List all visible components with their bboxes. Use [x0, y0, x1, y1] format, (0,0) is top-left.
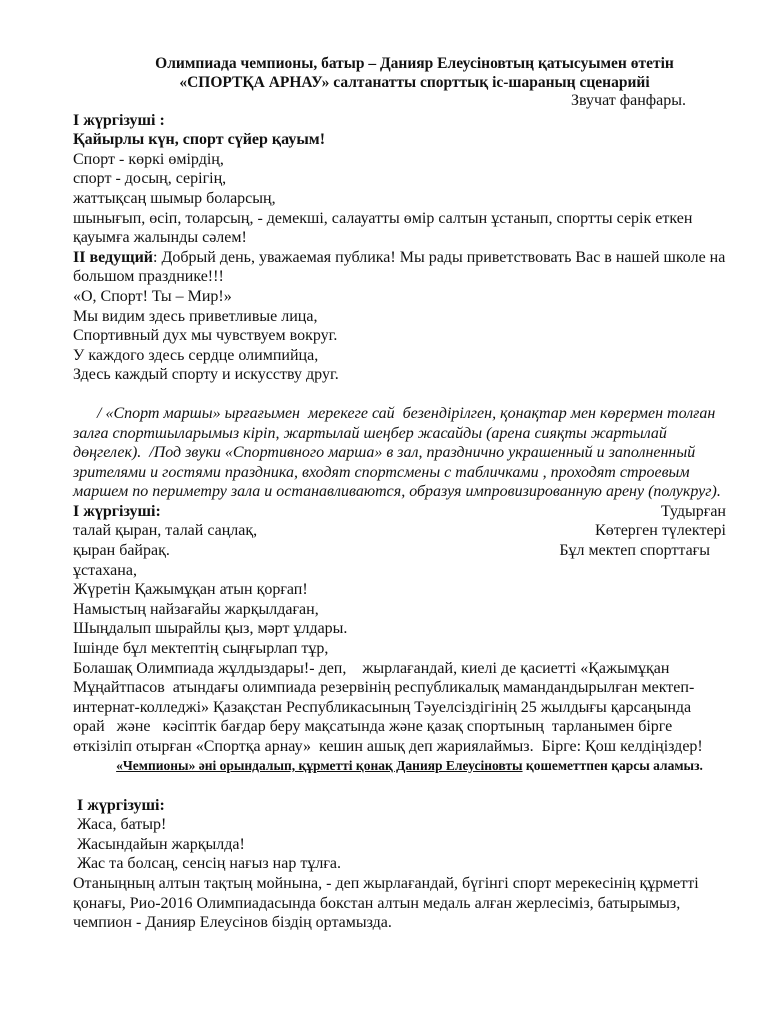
document-title [73, 54, 726, 92]
spacer [73, 385, 726, 404]
verse-line: спорт - досың, серігің, [73, 170, 227, 188]
verse-line: Спорт - көркі өмірдің, [73, 150, 224, 168]
section-2 [73, 248, 726, 385]
greeting-line: Қайырлы күн, спорт сүйер қауым! [73, 131, 326, 149]
title-line-2: «СПОРТҚА АРНАУ» салтанатты спорттық іс-шараның сценарийі [179, 74, 650, 91]
verse-fragment: Тудырған [660, 502, 726, 520]
verse-line: Жас та болсаң, сенсің нағыз нар тұлға. [77, 855, 341, 873]
speaker-label: I жүргізуші: [77, 796, 165, 814]
speaker-intro: : Добрый день, уважаемая публика! Мы рады приветствовать Вас в нашей школе на большом празднике!!! [73, 248, 726, 286]
speaker-paragraph [73, 248, 726, 287]
speaker-label: II ведущий [73, 248, 154, 266]
verse-line: Жаса, батыр! [77, 816, 167, 834]
verse-line: У каждого здесь сердце олимпийца, [73, 346, 319, 364]
verse-paragraph: Отаныңның алтын тақтың мойнына, - деп жырлағандай, бүгінгі спорт мерекесінің құрметті қонағы, Рио-2016 Олимпиадасында бокстан алтын медаль алған жерлесіміз, батырымыз, чемпион - Данияр Елеусінов біздің ортамызда. [73, 874, 699, 932]
spacer [73, 774, 726, 796]
verse-line: Спортивный дух мы чувствуем вокруг. [73, 327, 338, 345]
song-note-rest: қошеметтпен қарсы аламыз. [522, 757, 703, 773]
verse-line: ұстахана, [73, 561, 137, 579]
verse-line: Здесь каждый спорту и искусству друг. [73, 366, 339, 384]
opening-paragraph: Болашақ Олимпиада жұлдыздары!- деп, жырлағандай, киелі де қасиетті «Қажымұқан Мұңайтпасов атындағы олимпиада резервінің республикалық мамандандырылған мектеп-интернат-колледжі» Қазақстан Республикасының Тәуелсіздігінің 25 жылдығы қарсаңында орай және кәсіптік бағдар беру мақсатында және қазақ спортының тарланымен бірге өткізіліп отырған «Спортқа арнау» кешин ашық деп жариялаймыз. Бірге: Қош келдіңіздер! [73, 659, 703, 755]
verse-line: Ішінде бұл мектептің сыңғырлап тұр, [73, 640, 329, 658]
verse-fragment: Бұл мектеп спорттағы [559, 542, 710, 560]
verse-line: Жасындайын жарқылда! [77, 835, 245, 853]
speaker-row [73, 502, 726, 522]
section-4 [73, 796, 726, 933]
verse-row [73, 521, 726, 541]
verse-line: Шыңдалып шырайлы қыз, мәрт ұлдары. [73, 620, 348, 638]
section-3 [73, 502, 726, 757]
title-line-1: Олимпиада чемпионы, батыр – Данияр Елеусіновтың қатысуымен өтетін [155, 55, 674, 72]
song-note-underlined: «Чемпионы» әні орындалып, құрметті қонақ Данияр Елеусіновты [116, 757, 523, 773]
verse-line: Жүретін Қажымұқан атын қорғап! [73, 581, 308, 599]
verse-line: «О, Спорт! Ты – Мир!» [73, 287, 232, 305]
verse-row [73, 541, 726, 561]
speaker-label: I жүргізуші : [73, 111, 165, 129]
verse-line: жаттықсаң шымыр боларсың, [73, 189, 276, 207]
stage-note-fanfare: Звучат фанфары. [571, 92, 686, 109]
verse-fragment: Көтерген түлектері [595, 522, 726, 540]
verse-line: Мы видим здесь приветливые лица, [73, 307, 318, 325]
verse-line: Намыстың найзағайы жарқылдаған, [73, 600, 319, 618]
stage-direction: / «Спорт маршы» ырғағымен мерекеге сай безендірілген, қонақтар мен көрермен толған залға спортшыларымыз кіріп, жартылай шеңбер жасайды (арена сияқты жартылай дөңгелек). /Под звуки «Спортивного марша» в зал, празднично украшенный и заполненный зрителями и гостями праздника, входят спортсмены с табличками , проходят строевым маршем по периметру зала и останавливаются, образуя импровизированную арену (полукруг). [73, 404, 728, 501]
verse-paragraph: шынығып, өсіп, толарсың, - демекші, салауатты өмір салтын ұстанып, спортты серік еткен қауымға жалынды сәлем! [73, 209, 693, 247]
song-note [73, 757, 726, 774]
verse-fragment: талай қыран, талай саңлақ, [73, 522, 258, 540]
verse-fragment: қыран байрақ. [73, 542, 170, 560]
section-1 [73, 111, 726, 248]
speaker-label: I жүргізуші: [73, 502, 161, 520]
